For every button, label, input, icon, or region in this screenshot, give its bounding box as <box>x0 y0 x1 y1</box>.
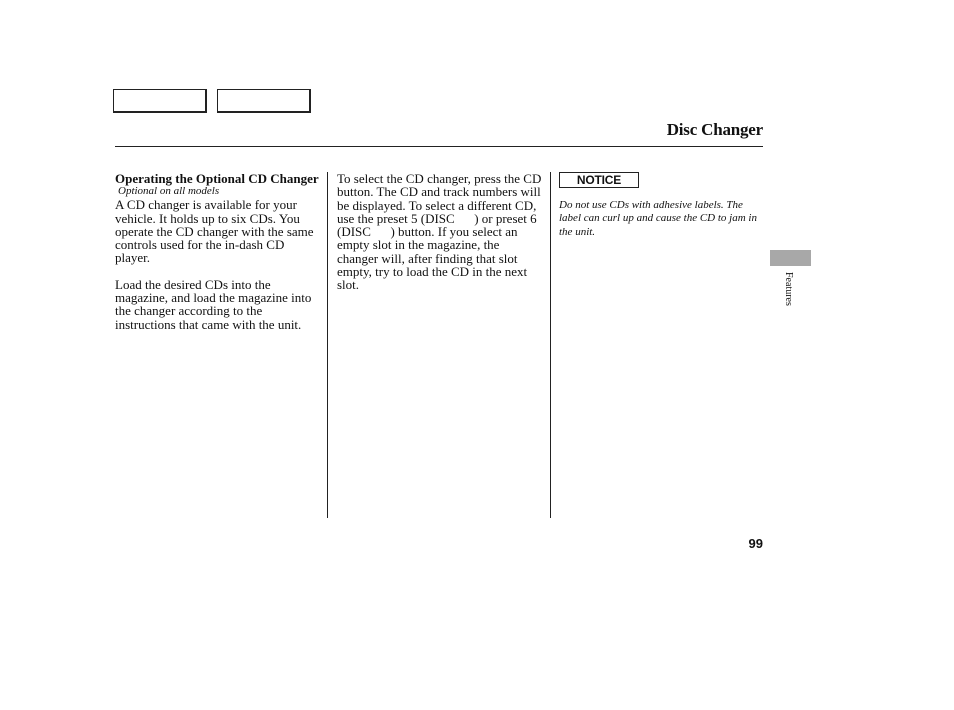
section-tab-label: Features <box>783 272 794 306</box>
section-heading: Operating the Optional CD Changer <box>115 171 319 186</box>
paragraph-select: To select the CD changer, press the CD button. The CD and track numbers will be displayed. To select a different CD, use the preset 5 (DISC ) or preset 6 (DISC ) button. If you select an empty slot in the magazine, the changer will, after finding that slot empty, try to load the CD in the next slot. <box>337 171 545 293</box>
next-page-button[interactable] <box>217 89 311 113</box>
column-middle <box>337 171 545 293</box>
notice-text: Do not use CDs with adhesive labels. The label can curl up and cause the CD to jam in the unit. <box>559 199 757 238</box>
column-divider <box>327 172 328 518</box>
paragraph-load: Load the desired CDs into the magazine, and load the magazine into the changer according to the instructions that came with the unit. <box>115 276 312 332</box>
page-number: 99 <box>748 536 763 551</box>
notice-box <box>559 172 639 188</box>
column-left <box>115 172 320 331</box>
section-tab <box>770 250 811 266</box>
notice-label: NOTICE <box>576 173 622 187</box>
header-rule <box>115 146 763 147</box>
paragraph-intro: A CD changer is available for your vehicle. It holds up to six CDs. You operate the CD changer with the same controls used for the in-dash CD player. <box>115 197 314 266</box>
page-title: Disc Changer <box>666 120 763 139</box>
previous-page-button[interactable] <box>113 89 207 113</box>
section-note: Optional on all models <box>118 185 220 198</box>
column-divider <box>550 172 551 518</box>
column-right <box>559 172 764 239</box>
